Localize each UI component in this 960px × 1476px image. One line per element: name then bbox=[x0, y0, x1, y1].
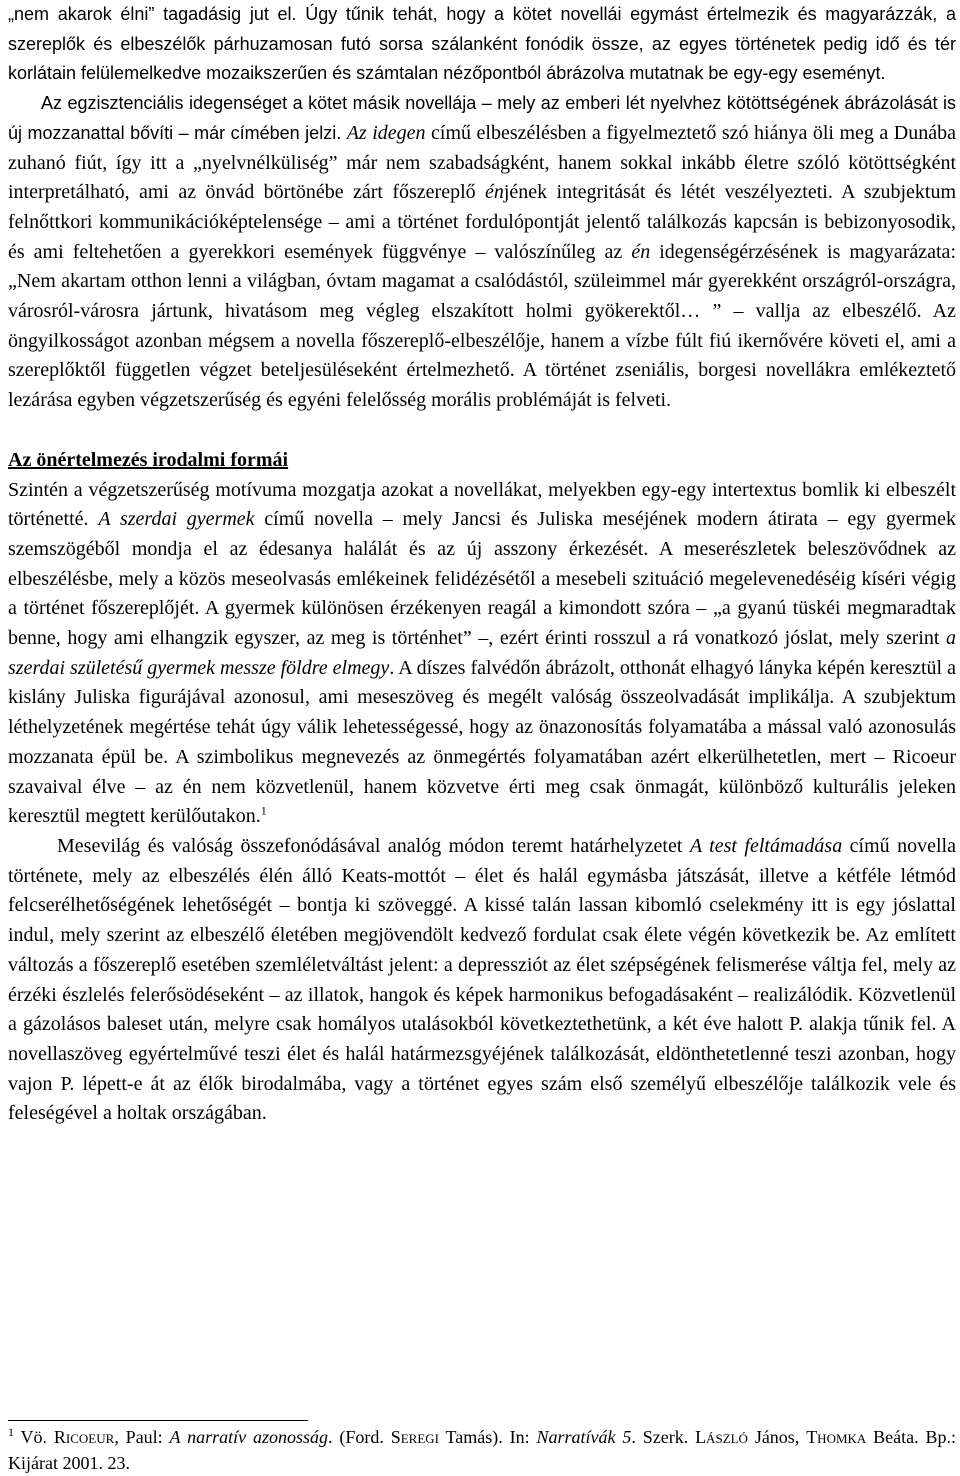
paragraph-2-text-a: Az egzisztenciális idegenséget a kötet másik novellája – mely az emberi lét nyelvhez kötöttségének ábrázolását is új mozzanattal bővíti – már címében jelzi. bbox=[8, 93, 956, 143]
footnote-text-f: János, bbox=[747, 1427, 807, 1447]
paragraph-2 bbox=[8, 89, 956, 416]
paragraph-4 bbox=[8, 832, 956, 1129]
footnote-title-italic: A narratív azonosság bbox=[169, 1427, 328, 1447]
footnote-text-e: . Szerk. bbox=[631, 1427, 696, 1447]
paragraph-3-text-c: . A díszes falvédőn ábrázolt, otthonát elhagyó lányka képén keresztül a kislány Juliska figurájával azonosul, ami meseszöveg és megélt valóság összeolvadását implikálja. A szubjektum léthelyzetének megértése tehát úgy válik lehetességessé, hogy az önazonosítás folyamatába a mással való azonosulás mozzanata épül be. A szimbolikus megnevezés az önmegértés folyamatában azért elkerülhetetlen, mert – Ricoeur szavaival élve – az én nem közvetlenül, hanem közvetve érti meg csak önmagát, különböző kulturális jeleken keresztül megtett kerülőutakon. bbox=[8, 656, 956, 828]
paragraph-1 bbox=[8, 0, 956, 89]
footnote-number: 1 bbox=[8, 1425, 14, 1439]
section-gap bbox=[8, 416, 956, 446]
paragraph-2-en2-italic: én bbox=[631, 240, 651, 263]
footnote-text-d: Tamás). In: bbox=[438, 1427, 537, 1447]
paragraph-3-text-a: Szintén a végzetszerűség motívuma mozgatja azokat a novellákat, melyekben egy-egy intertextus bomlik ki elbeszélt történetté. bbox=[8, 478, 956, 531]
paragraph-4-text-a: Mesevilág és valóság összefonódásával analóg módon teremt határhelyzetet bbox=[57, 834, 690, 857]
footnote-book-italic: Narratívák 5 bbox=[536, 1427, 632, 1447]
paragraph-1-text: „nem akarok élni” tagadásig jut el. Úgy tűnik tehát, hogy a kötet novellái egymást értelmezik és magyarázzák, a szereplők és elbeszélők párhuzamosan futó sorsa szálanként fonódik össze, az egyes történetek pedig idő és tér korlátain felülemelkedve mozaikszerűen és számtalan nézőpontból ábrázolva mutatnak be egy-egy eseményt. bbox=[8, 4, 956, 84]
paragraph-2-text-b: című elbeszélésben a figyelmeztető szó hiánya öli meg a Dunába zuhanó fiút, így itt a „nyelvnélküliség” már nem szabadságként, hanem sokkal inkább életre szóló kötöttségként interpretálható, ami az önvád börtönébe zárt főszereplő bbox=[8, 121, 956, 204]
paragraph-3-text-b: című novella – mely Jancsi és Juliska meséjének modern átirata – egy gyermek szemszögéből mondja el az édesanya halálát és az új asszony érkezését. A meserészletek beleszövődnek az elbeszélésbe, mely a közös meseolvasás emlékeinek felidézésétől a mesebeli szituáció megelevenedéséig kíséri végig a történet főszereplőjét. A gyermek különösen érzékenyen reagál a kimondott szóra – „a gyanú tüskéi megmaradtak benne, hogy ami elhangzik egyszer, az meg is történhet” –, ezért érinti rosszul a rá vonatkozó jóslat, mely szerint bbox=[8, 508, 956, 650]
footnote-text-g: Beáta. Bp.: Kijárat 2001. 23. bbox=[8, 1427, 957, 1473]
paragraph-4-text-b: című novella története, mely az elbeszélés élén álló Keats-mottót – élet és halál egymásba játszását, illetve a kétféle létmód felcserélhetőségének lehetőségét – bontja ki szöveggé. A kissé talán lassan kibomló cselekmény itt is egy jóslattal indul, mely szerint az elbeszélő életében megjövendölt kedvező fordulat csak élete végén következik be. Az említett változás a főszereplő esetében szemléletváltást jelent: a depressziót az élet szépségének felismerése váltja fel, mely az érzéki észlelés felerősödéseként – az illatok, hangok és képek harmonikus befogadásaként – realizálódik. Közvetlenül a gázolásos baleset után, melyre csak homályos utalásokból következtethetünk, a két éve halott P. alakja tűnik fel. A novellaszöveg egyértelművé teszi élet és halál határmezsgyéjének találkozását, eldönthetetlenné teszi azonban, hogy vajon P. lépett-e át az élők birodalmába, vagy a történet egyes szám első személyű elbeszélője találkozik vele és feleségével a holtak országában. bbox=[8, 834, 956, 1125]
paragraph-2-title-italic: Az idegen bbox=[346, 121, 426, 144]
footnote-translator-seregi: Seregi bbox=[390, 1427, 439, 1447]
footnote-text-a: Vö. bbox=[14, 1427, 54, 1447]
section-heading: Az önértelmezés irodalmi formái bbox=[8, 448, 289, 471]
paragraph-2-text-d: idegenségérzésének is magyarázata: „Nem akartam otthon lenni a világban, óvtam magamat a csalódástól, szüleimmel már gyerekként országról-országra, városról-városra jártunk, hivatásom meg végleg elszakított holmi gyökerektől… ” – vallja az elbeszélő. Az öngyilkosságot azonban mégsem a novella főszereplő-elbeszélője, hanem a vízbe fúlt fiú ikernővére követi el, ami a szereplőktől független végzet beteljesüléseként értelmezhető. A történet zseniális, borgesi novellákra emlékeztető lezárása egyben végzetszerűség és egyéni felelősség morális problémáját is felveti. bbox=[8, 240, 956, 412]
paragraph-4-title-italic: A test feltámadása bbox=[689, 834, 843, 857]
paragraph-3 bbox=[8, 476, 956, 832]
paragraph-2-text-c: jének integritását és létét veszélyezteti. A szubjektum felnőttkori kommunikációképtelensége – ami a történet fordulópontját jelentő találkozás kapcsán is bebizonyosodik, és ami feltehetően a gyerekkori események függvénye – valószínűleg az bbox=[8, 181, 956, 263]
paragraph-3-prophecy-italic: a szerdai születésű gyermek messze földre elmegy bbox=[8, 627, 956, 679]
footnote-editor-thomka: Thomka bbox=[806, 1427, 867, 1447]
footnote-editor-laszlo: László bbox=[695, 1427, 748, 1447]
paragraph-3-title-italic: A szerdai gyermek bbox=[98, 508, 255, 531]
footnote-reference[interactable]: 1 bbox=[260, 803, 267, 818]
footnote-divider bbox=[8, 1420, 308, 1421]
document-page bbox=[8, 0, 956, 1129]
footnote bbox=[8, 1424, 956, 1476]
footnote-author-ricoeur: Ricoeur bbox=[53, 1427, 115, 1447]
footnote-text-b: , Paul: bbox=[114, 1427, 170, 1447]
footnote-text-c: . (Ford. bbox=[327, 1427, 391, 1447]
paragraph-2-en-italic: én bbox=[484, 181, 504, 204]
